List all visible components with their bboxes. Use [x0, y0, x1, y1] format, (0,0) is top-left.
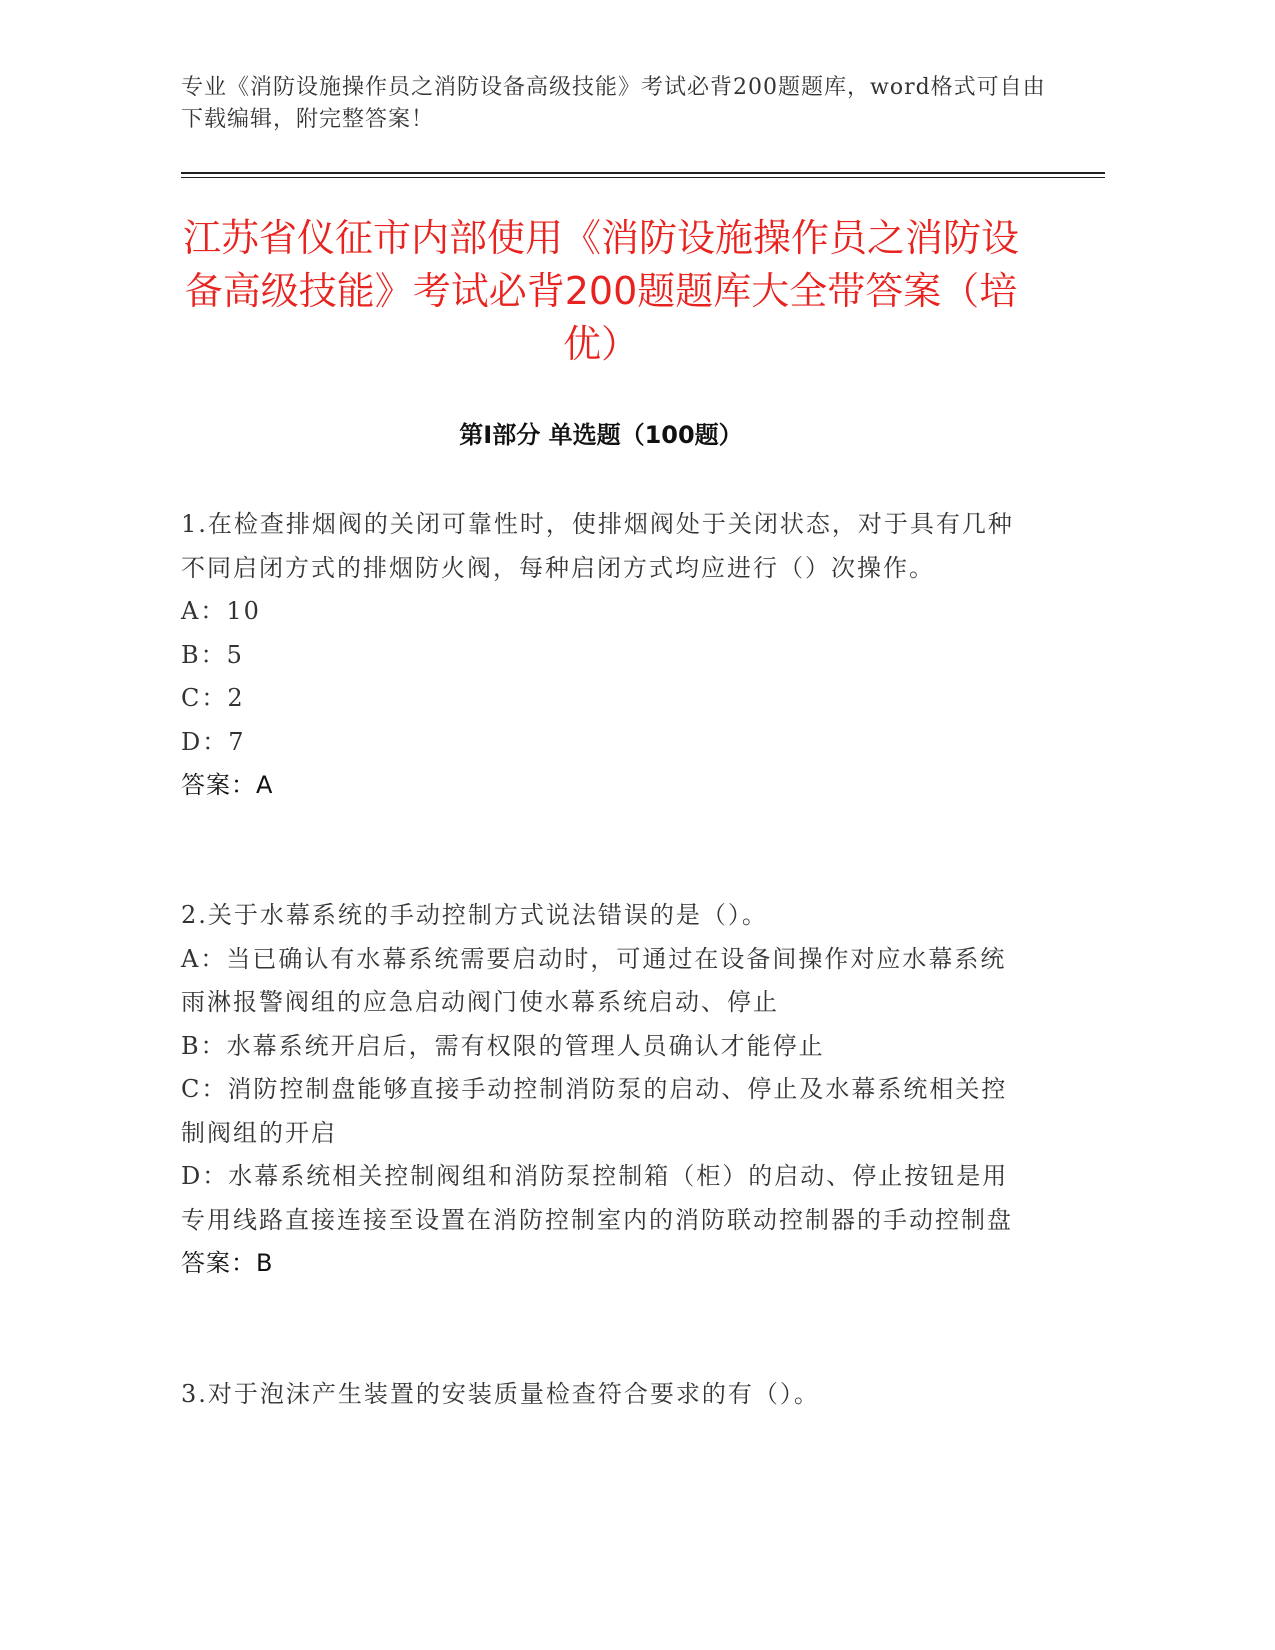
question-option: D：7 [181, 727, 246, 756]
question-option: C：消防控制盘能够直接手动控制消防泵的启动、停止及水幕系统相关控制阀组的开启 [181, 1075, 1008, 1147]
question-option: B：水幕系统开启后，需有权限的管理人员确认才能停止 [181, 1031, 825, 1060]
header-note: 专业《消防设施操作员之消防设备高级技能》考试必背200题题库，word格式可自由下载编辑，附完整答案！ [181, 75, 1046, 132]
section-heading: 第Ⅰ部分 单选题（100题） [459, 421, 743, 449]
header-divider-thick [181, 172, 1105, 174]
question-item [181, 503, 1031, 808]
document-title: 江苏省仪征市内部使用《消防设施操作员之消防设备高级技能》考试必背200题题库大全带答案（培优） [182, 216, 1019, 366]
question-stem: 1.在检查排烟阀的关闭可靠性时，使排烟阀处于关闭状态，对于具有几种不同启闭方式的排烟防火阀，每种启闭方式均应进行（）次操作。 [181, 510, 1014, 582]
question-option: A：10 [181, 597, 261, 625]
header-divider-thin [181, 177, 1105, 178]
question-option: D：水幕系统相关控制阀组和消防泵控制箱（柜）的启动、停止按钮是用专用线路直接连接至设置在消防控制室内的消防联动控制器的手动控制盘 [181, 1162, 1013, 1234]
question-stem: 3.对于泡沫产生装置的安装质量检查符合要求的有（）。 [181, 1380, 820, 1408]
question-item [181, 1373, 1031, 1417]
question-option: C：2 [181, 684, 245, 712]
question-answer: 答案：B [181, 1249, 274, 1277]
question-option: B：5 [181, 640, 244, 669]
question-item [181, 894, 1031, 1286]
question-stem: 2.关于水幕系统的手动控制方式说法错误的是（）。 [181, 901, 768, 929]
question-answer: 答案：A [181, 771, 274, 799]
question-option: A：当已确认有水幕系统需要启动时，可通过在设备间操作对应水幕系统雨淋报警阀组的应急启动阀门使水幕系统启动、停止 [181, 944, 1007, 1016]
